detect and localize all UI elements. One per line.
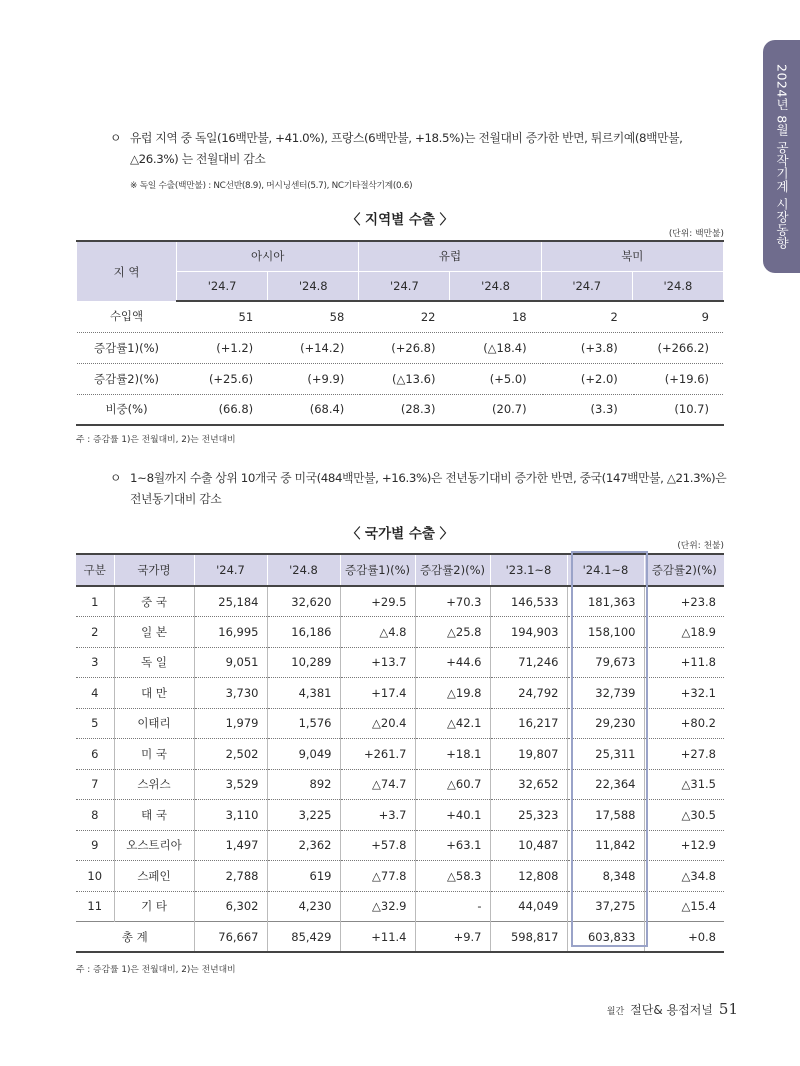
value-cell: 17,588 <box>567 800 644 831</box>
country-name-cell: 스페인 <box>114 861 194 892</box>
country-header-cell: 증감률2)(%) <box>415 554 490 586</box>
region-cell: (+26.8) <box>359 332 450 363</box>
value-cell: △15.4 <box>644 891 724 922</box>
country-table-row <box>76 861 724 892</box>
value-cell: +70.3 <box>415 586 490 617</box>
region-table-title: 〈 지역별 수출 〉 <box>346 212 454 228</box>
value-cell: △42.1 <box>415 708 490 739</box>
value-cell: 9,049 <box>267 739 340 770</box>
region-cell: (+3.8) <box>541 332 632 363</box>
rank-cell: 5 <box>76 708 114 739</box>
value-cell: +18.1 <box>415 739 490 770</box>
region-cell: (+9.9) <box>268 363 359 394</box>
region-cell: (△13.6) <box>359 363 450 394</box>
region-cell: 18 <box>450 301 541 332</box>
region-cell: (+14.2) <box>268 332 359 363</box>
country-export-table <box>76 553 724 953</box>
value-cell: 892 <box>267 769 340 800</box>
country-table-row <box>76 800 724 831</box>
value-cell: 1,497 <box>194 830 267 861</box>
value-cell: 32,739 <box>567 678 644 709</box>
country-header-cell: '23.1~8 <box>490 554 567 586</box>
value-cell: △60.7 <box>415 769 490 800</box>
region-group-asia: 아시아 <box>177 241 359 271</box>
value-cell: +261.7 <box>340 739 415 770</box>
region-corner-header: 지 역 <box>77 241 177 301</box>
region-cell: (3.3) <box>541 394 632 425</box>
value-cell: 79,673 <box>567 647 644 678</box>
region-cell: (+1.2) <box>177 332 268 363</box>
country-total-row <box>76 922 724 953</box>
region-cell: (+2.0) <box>541 363 632 394</box>
footer-monthly: 월간 <box>606 1007 625 1017</box>
region-cell: (66.8) <box>177 394 268 425</box>
rank-cell: 1 <box>76 586 114 617</box>
value-cell: 16,186 <box>267 617 340 648</box>
rank-cell: 7 <box>76 769 114 800</box>
value-cell: 32,620 <box>267 586 340 617</box>
value-cell: 37,275 <box>567 891 644 922</box>
value-cell: +3.7 <box>340 800 415 831</box>
country-table-footnote: 주 : 증감률 1)은 전월대비, 2)는 전년대비 <box>76 965 236 975</box>
period-header: '24.8 <box>450 271 541 301</box>
value-cell: 24,792 <box>490 678 567 709</box>
value-cell: △20.4 <box>340 708 415 739</box>
value-cell: △30.5 <box>644 800 724 831</box>
value-cell: 11,842 <box>567 830 644 861</box>
value-cell: 12,808 <box>490 861 567 892</box>
total-value-cell: 85,429 <box>267 922 340 953</box>
country-table-row <box>76 678 724 709</box>
region-cell: 22 <box>359 301 450 332</box>
rank-cell: 6 <box>76 739 114 770</box>
row-label: 비중(%) <box>77 394 177 425</box>
value-cell: △34.8 <box>644 861 724 892</box>
value-cell: 619 <box>267 861 340 892</box>
value-cell: 3,529 <box>194 769 267 800</box>
total-value-cell: +0.8 <box>644 922 724 953</box>
region-table-footnote: 주 : 증감률 1)은 전월대비, 2)는 전년대비 <box>76 435 236 445</box>
value-cell: +29.5 <box>340 586 415 617</box>
country-table-row <box>76 769 724 800</box>
rank-cell: 2 <box>76 617 114 648</box>
region-cell: (△18.4) <box>450 332 541 363</box>
region-cell: 9 <box>632 301 723 332</box>
value-cell: 9,051 <box>194 647 267 678</box>
value-cell: 2,502 <box>194 739 267 770</box>
country-table-title: 〈 국가별 수출 〉 <box>346 526 454 542</box>
country-table-row <box>76 617 724 648</box>
rank-cell: 4 <box>76 678 114 709</box>
total-value-cell: +11.4 <box>340 922 415 953</box>
country-table-unit: (단위: 천불) <box>677 541 724 551</box>
period-header: '24.8 <box>632 271 723 301</box>
bullet-top10-text: 1~8월까지 수출 상위 10개국 중 미국(484백만불, +16.3%)은 전년동기대비 증가한 반면, 중국(147백만불, △21.3%)은 전년동기대비 감소 <box>130 471 727 506</box>
value-cell: 25,184 <box>194 586 267 617</box>
value-cell: 16,995 <box>194 617 267 648</box>
country-table-row <box>76 739 724 770</box>
country-name-cell: 독 일 <box>114 647 194 678</box>
region-cell: (68.4) <box>268 394 359 425</box>
country-header-cell: 증감률1)(%) <box>340 554 415 586</box>
country-table-row <box>76 586 724 617</box>
value-cell: 25,311 <box>567 739 644 770</box>
period-header: '24.7 <box>177 271 268 301</box>
region-cell: (10.7) <box>632 394 723 425</box>
country-header-cell: 국가명 <box>114 554 194 586</box>
value-cell: 29,230 <box>567 708 644 739</box>
bullet-mark: ㅇ <box>110 131 121 145</box>
country-name-cell: 중 국 <box>114 586 194 617</box>
value-cell: 44,049 <box>490 891 567 922</box>
region-cell: (+5.0) <box>450 363 541 394</box>
period-header: '24.8 <box>268 271 359 301</box>
country-table-row <box>76 708 724 739</box>
germany-export-note: ※ 독일 수출(백만불) : NC선반(8.9), 머시닝센터(5.7), NC기타절삭기계(0.6) <box>130 181 413 191</box>
value-cell: △58.3 <box>415 861 490 892</box>
region-cell: 58 <box>268 301 359 332</box>
region-group-europe: 유럽 <box>359 241 541 271</box>
value-cell: +44.6 <box>415 647 490 678</box>
total-label: 총 계 <box>76 922 194 953</box>
bullet-europe <box>112 128 732 170</box>
value-cell: 10,289 <box>267 647 340 678</box>
section-side-tab <box>763 40 800 273</box>
value-cell: +32.1 <box>644 678 724 709</box>
page-number: 51 <box>718 1000 738 1018</box>
country-name-cell: 태 국 <box>114 800 194 831</box>
value-cell: 194,903 <box>490 617 567 648</box>
total-value-cell: 76,667 <box>194 922 267 953</box>
value-cell: +23.8 <box>644 586 724 617</box>
value-cell: △19.8 <box>415 678 490 709</box>
country-name-cell: 오스트리아 <box>114 830 194 861</box>
country-header-cell: '24.1~8 <box>567 554 644 586</box>
value-cell: +13.7 <box>340 647 415 678</box>
value-cell: 8,348 <box>567 861 644 892</box>
country-header-cell: '24.8 <box>267 554 340 586</box>
side-tab-label: 2024년 8월 공작기계 시장동향 <box>774 63 790 250</box>
rank-cell: 9 <box>76 830 114 861</box>
value-cell: △77.8 <box>340 861 415 892</box>
period-header: '24.7 <box>359 271 450 301</box>
value-cell: 3,110 <box>194 800 267 831</box>
value-cell: +17.4 <box>340 678 415 709</box>
country-header-cell: 증감률2)(%) <box>644 554 724 586</box>
value-cell: +27.8 <box>644 739 724 770</box>
country-name-cell: 스위스 <box>114 769 194 800</box>
region-cell: (20.7) <box>450 394 541 425</box>
value-cell: △25.8 <box>415 617 490 648</box>
value-cell: +11.8 <box>644 647 724 678</box>
value-cell: 4,381 <box>267 678 340 709</box>
value-cell: 6,302 <box>194 891 267 922</box>
value-cell: - <box>415 891 490 922</box>
value-cell: +57.8 <box>340 830 415 861</box>
region-table-row <box>77 301 724 332</box>
row-label: 수입액 <box>77 301 177 332</box>
value-cell: 4,230 <box>267 891 340 922</box>
value-cell: △4.8 <box>340 617 415 648</box>
region-cell: (+25.6) <box>177 363 268 394</box>
value-cell: 3,225 <box>267 800 340 831</box>
country-table-row <box>76 891 724 922</box>
country-name-cell: 대 만 <box>114 678 194 709</box>
country-header-cell: '24.7 <box>194 554 267 586</box>
row-label: 증감률1)(%) <box>77 332 177 363</box>
value-cell: 158,100 <box>567 617 644 648</box>
value-cell: 19,807 <box>490 739 567 770</box>
region-table-row <box>77 332 724 363</box>
rank-cell: 11 <box>76 891 114 922</box>
bullet-top10 <box>112 468 732 510</box>
value-cell: 25,323 <box>490 800 567 831</box>
value-cell: △74.7 <box>340 769 415 800</box>
value-cell: 22,364 <box>567 769 644 800</box>
value-cell: △18.9 <box>644 617 724 648</box>
value-cell: △31.5 <box>644 769 724 800</box>
country-name-cell: 이태리 <box>114 708 194 739</box>
country-name-cell: 일 본 <box>114 617 194 648</box>
total-value-cell: 598,817 <box>490 922 567 953</box>
country-header-cell: 구분 <box>76 554 114 586</box>
value-cell: +63.1 <box>415 830 490 861</box>
value-cell: 146,533 <box>490 586 567 617</box>
region-cell: (28.3) <box>359 394 450 425</box>
value-cell: 71,246 <box>490 647 567 678</box>
rank-cell: 8 <box>76 800 114 831</box>
region-cell: (+19.6) <box>632 363 723 394</box>
row-label: 증감률2)(%) <box>77 363 177 394</box>
page-footer <box>607 1000 738 1018</box>
value-cell: 1,979 <box>194 708 267 739</box>
total-value-cell: 603,833 <box>567 922 644 953</box>
country-table-row <box>76 830 724 861</box>
value-cell: 32,652 <box>490 769 567 800</box>
value-cell: 2,362 <box>267 830 340 861</box>
region-export-table <box>76 240 724 426</box>
value-cell: 181,363 <box>567 586 644 617</box>
value-cell: 3,730 <box>194 678 267 709</box>
value-cell: 16,217 <box>490 708 567 739</box>
bullet-mark: ㅇ <box>110 471 121 485</box>
country-table-row <box>76 647 724 678</box>
region-table-row <box>77 363 724 394</box>
region-table-unit: (단위: 백만불) <box>668 229 724 239</box>
value-cell: 1,576 <box>267 708 340 739</box>
rank-cell: 3 <box>76 647 114 678</box>
country-name-cell: 미 국 <box>114 739 194 770</box>
total-value-cell: +9.7 <box>415 922 490 953</box>
value-cell: 2,788 <box>194 861 267 892</box>
region-table-row <box>77 394 724 425</box>
region-cell: 51 <box>177 301 268 332</box>
region-cell: (+266.2) <box>632 332 723 363</box>
rank-cell: 10 <box>76 861 114 892</box>
country-name-cell: 기 타 <box>114 891 194 922</box>
value-cell: +80.2 <box>644 708 724 739</box>
value-cell: △32.9 <box>340 891 415 922</box>
value-cell: +12.9 <box>644 830 724 861</box>
footer-magazine: 절단& 용접저널 <box>630 1003 713 1017</box>
value-cell: 10,487 <box>490 830 567 861</box>
value-cell: +40.1 <box>415 800 490 831</box>
region-group-northamerica: 북미 <box>541 241 723 271</box>
region-cell: 2 <box>541 301 632 332</box>
period-header: '24.7 <box>541 271 632 301</box>
bullet-europe-text: 유럽 지역 중 독일(16백만불, +41.0%), 프랑스(6백만불, +18.5%)는 전월대비 증가한 반면, 튀르키예(8백만불, △26.3%) 는 전월대비 감소 <box>130 131 683 166</box>
